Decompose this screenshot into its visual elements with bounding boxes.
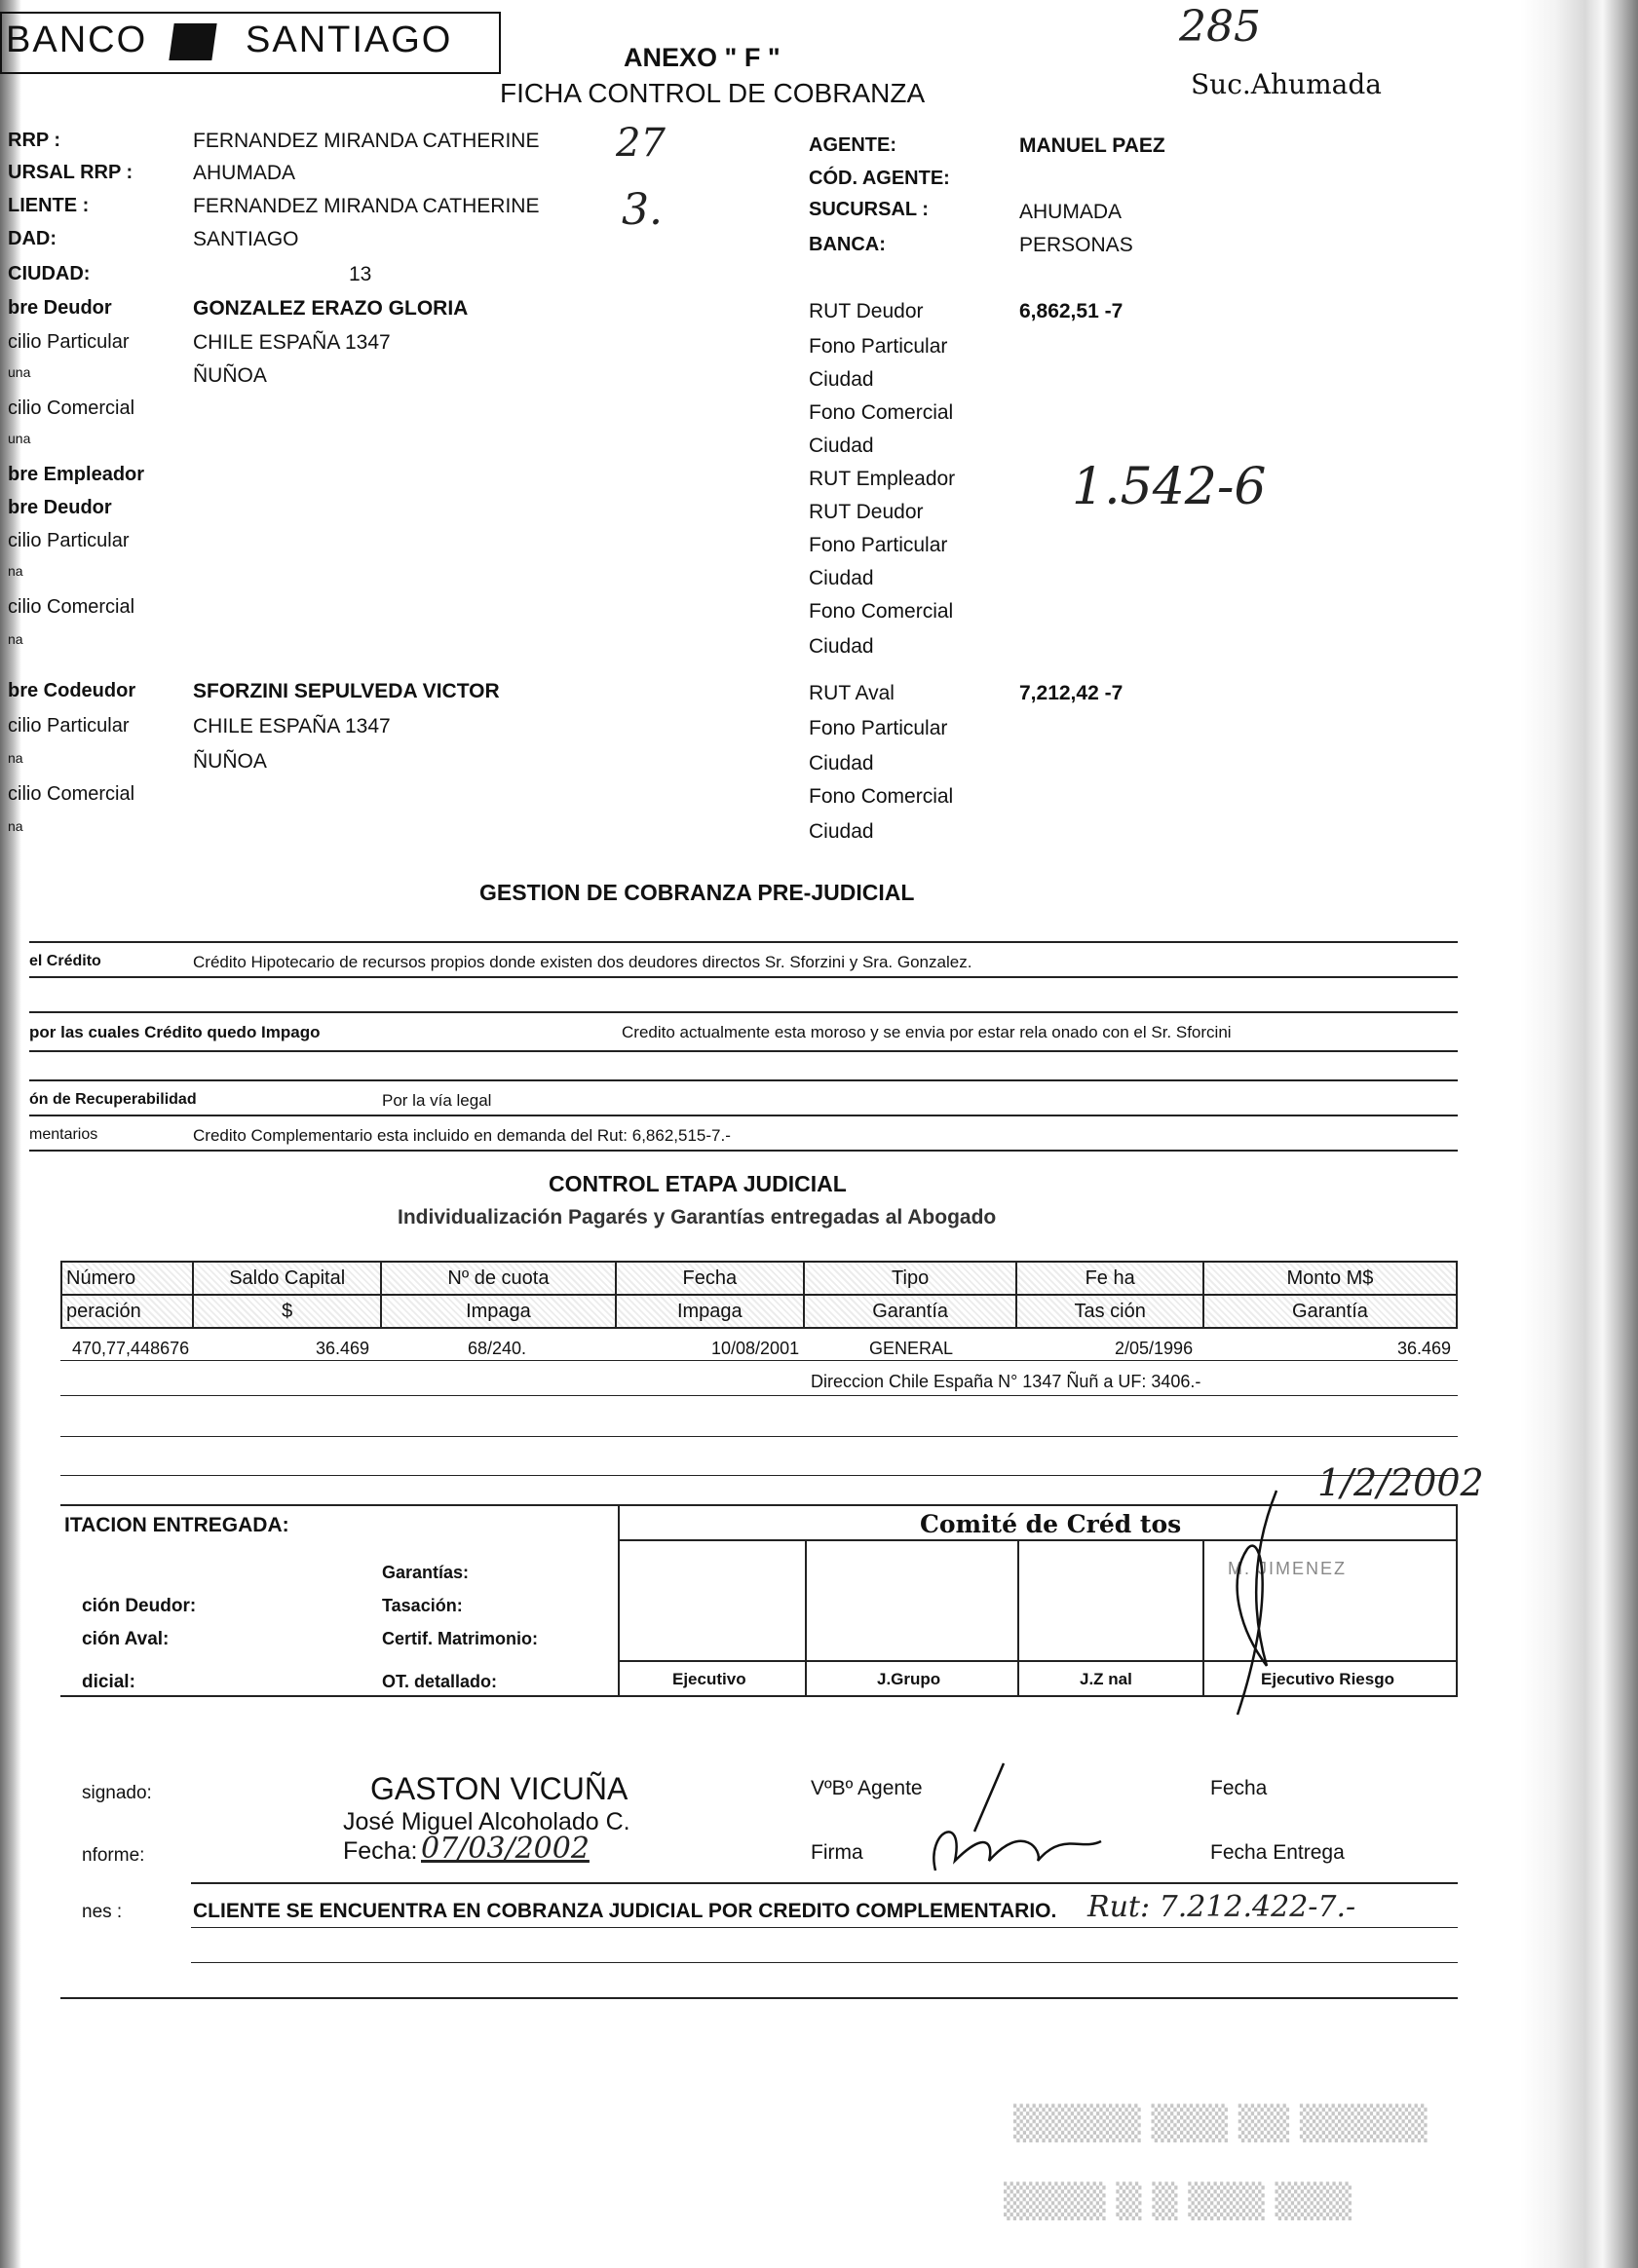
label-fecha: Fecha bbox=[1210, 1777, 1268, 1799]
rule bbox=[60, 1436, 1458, 1437]
label-conforme: nforme: bbox=[82, 1845, 145, 1866]
codebtor-commune: ÑUÑOA bbox=[193, 750, 267, 773]
label-recovery: ón de Recuperabilidad bbox=[29, 1091, 197, 1108]
rule bbox=[29, 1150, 1458, 1152]
value-agente: MANUEL PAEZ bbox=[1019, 134, 1165, 157]
logo-text-banco: BANCO bbox=[6, 19, 148, 60]
row-cuota: 68/240. bbox=[468, 1339, 527, 1358]
label-phone-commercial-1: Fono Comercial bbox=[809, 401, 954, 424]
value-cod-ciudad: 13 bbox=[349, 263, 372, 285]
value-sucursal: AHUMADA bbox=[1019, 201, 1123, 223]
label-city-2: Ciudad bbox=[809, 435, 874, 457]
value-sucursal-rrp: AHUMADA bbox=[193, 162, 296, 184]
col-saldo-unit: $ bbox=[193, 1295, 381, 1328]
label-sucursal-rrp: URSAL RRP : bbox=[8, 162, 133, 183]
col-number: Número bbox=[61, 1262, 193, 1295]
label-garantias: Garantías: bbox=[382, 1563, 470, 1582]
rule bbox=[60, 1360, 1458, 1361]
label-debtor-2: bre Deudor bbox=[8, 497, 112, 518]
label-codebtor-commercial: cilio Comercial bbox=[8, 783, 135, 805]
label-city-aval-2: Ciudad bbox=[809, 820, 874, 843]
label-rut-aval: RUT Aval bbox=[809, 682, 895, 704]
rule bbox=[29, 976, 1458, 978]
handwritten-27: 27 bbox=[616, 121, 666, 166]
label-credit: el Crédito bbox=[29, 953, 101, 969]
row-operation: 470,77,448676 bbox=[72, 1339, 190, 1358]
label-certif: Certif. Matrimonio: bbox=[382, 1629, 538, 1648]
branch-stamp: Suc.Ahumada bbox=[1191, 68, 1382, 100]
label-cliente: LIENTE : bbox=[8, 195, 90, 216]
committee-border-left bbox=[618, 1504, 620, 1697]
recovery-text: Por la vía legal bbox=[382, 1091, 492, 1110]
label-debtor-2-comuna: na bbox=[8, 563, 23, 579]
label-sucursal: SUCURSAL : bbox=[809, 199, 929, 220]
observations-handwritten: Rut: 7.212.422-7.- bbox=[1087, 1890, 1356, 1924]
committee-col-jgrupo: J.Grupo bbox=[877, 1670, 941, 1688]
table-header-row-2 bbox=[61, 1295, 1457, 1328]
rule bbox=[29, 1079, 1458, 1081]
label-codebtor-comuna: na bbox=[8, 750, 23, 766]
label-debtor-2-address: cilio Particular bbox=[8, 530, 130, 551]
col-tasacion: Tas ción bbox=[1016, 1295, 1203, 1328]
label-debtor-name: bre Deudor bbox=[8, 297, 112, 319]
label-rut-employer: RUT Empleador bbox=[809, 468, 956, 490]
handwritten-number: 285 bbox=[1179, 2, 1261, 52]
documentation-title: ITACION ENTREGADA: bbox=[64, 1514, 289, 1536]
label-phone-commercial-aval: Fono Comercial bbox=[809, 785, 954, 808]
committee-col-jzonal: J.Z nal bbox=[1080, 1670, 1132, 1688]
label-phone-1: Fono Particular bbox=[809, 335, 948, 358]
faded-stamp: ▒▒▒▒ ▒ ▒ ▒▒▒ ▒▒▒ bbox=[1004, 2182, 1352, 2221]
col-fecha: Fecha bbox=[616, 1262, 804, 1295]
col-tipo: Tipo bbox=[804, 1262, 1016, 1295]
credit-text: Crédito Hipotecario de recursos propios donde existen dos deudores directos Sr. Sforzini y Sra. Gonzalez. bbox=[193, 953, 972, 971]
label-fecha-entrega: Fecha Entrega bbox=[1210, 1841, 1345, 1864]
lawyer-date-value: 07/03/2002 bbox=[421, 1832, 590, 1866]
label-employer: bre Empleador bbox=[8, 464, 145, 485]
label-debtor-comuna-2: una bbox=[8, 431, 31, 446]
codebtor-rut: 7,212,42 -7 bbox=[1019, 682, 1124, 704]
committee-signature bbox=[1169, 1481, 1364, 1744]
label-observations: nes : bbox=[82, 1902, 123, 1922]
col-cuota: Nº de cuota bbox=[381, 1262, 616, 1295]
designated-lawyer: GASTON VICUÑA bbox=[370, 1771, 629, 1806]
label-rrp: RRP : bbox=[8, 130, 61, 151]
label-city-3: Ciudad bbox=[809, 567, 874, 589]
guarantee-table bbox=[60, 1261, 1458, 1329]
rule bbox=[29, 1011, 1458, 1013]
row-fecha-tasacion: 2/05/1996 bbox=[1115, 1339, 1194, 1358]
rule bbox=[191, 1927, 1458, 1928]
col-fecha-impaga: Impaga bbox=[616, 1295, 804, 1328]
label-debtor-comuna: una bbox=[8, 364, 31, 380]
debtor-rut: 6,862,51 -7 bbox=[1019, 300, 1124, 322]
rule bbox=[60, 1997, 1458, 1999]
label-codebtor-comuna-2: na bbox=[8, 818, 23, 834]
comments-text: Credito Complementario esta incluido en demanda del Rut: 6,862,515-7.- bbox=[193, 1126, 731, 1145]
committee-col-ejecutivo: Ejecutivo bbox=[672, 1670, 746, 1688]
rule bbox=[60, 1475, 1458, 1476]
label-vobo-agent: VºBº Agente bbox=[811, 1777, 923, 1799]
label-debtor-address: cilio Particular bbox=[8, 331, 130, 353]
label-codebtor-name: bre Codeudor bbox=[8, 680, 136, 701]
debtor-name: GONZALEZ ERAZO GLORIA bbox=[193, 297, 469, 320]
rule bbox=[191, 1882, 1458, 1884]
label-phone-aval: Fono Particular bbox=[809, 717, 948, 739]
reason-text: Credito actualmente esta moroso y se envia por estar rela onado con el Sr. Sforcini bbox=[622, 1023, 1232, 1041]
prejudicial-title: GESTION DE COBRANZA PRE-JUDICIAL bbox=[479, 880, 915, 905]
label-cod-agente: CÓD. AGENTE: bbox=[809, 168, 950, 189]
rule bbox=[60, 1395, 1458, 1396]
label-firma: Firma bbox=[811, 1841, 863, 1864]
logo-mark-icon bbox=[169, 23, 216, 60]
doc-title-annex: ANEXO " F " bbox=[624, 43, 781, 72]
label-phone-2: Fono Particular bbox=[809, 534, 948, 556]
label-city-4: Ciudad bbox=[809, 635, 874, 658]
label-city-1: Ciudad bbox=[809, 368, 874, 391]
label-agente: AGENTE: bbox=[809, 134, 896, 156]
logo-text-santiago: SANTIAGO bbox=[246, 19, 453, 60]
handwritten-3: 3. bbox=[622, 185, 663, 235]
debtor-commune: ÑUÑOA bbox=[193, 364, 267, 387]
label-codebtor-address: cilio Particular bbox=[8, 715, 130, 737]
label-rut-debtor: RUT Deudor bbox=[809, 300, 924, 322]
codebtor-address: CHILE ESPAÑA 1347 bbox=[193, 715, 391, 737]
value-rrp: FERNANDEZ MIRANDA CATHERINE bbox=[193, 130, 540, 152]
committee-divider bbox=[1017, 1539, 1019, 1697]
col-monto: Monto M$ bbox=[1203, 1262, 1457, 1295]
col-cuota-impaga: Impaga bbox=[381, 1295, 616, 1328]
label-debtor-2-commercial: cilio Comercial bbox=[8, 596, 135, 618]
label-rut-debtor-2: RUT Deudor bbox=[809, 501, 924, 523]
value-cliente: FERNANDEZ MIRANDA CATHERINE bbox=[193, 195, 540, 217]
label-cod-ciudad: CIUDAD: bbox=[8, 263, 91, 284]
col-saldo: Saldo Capital bbox=[193, 1262, 381, 1295]
doc-title: FICHA CONTROL DE COBRANZA bbox=[500, 78, 926, 108]
rule bbox=[29, 1115, 1458, 1116]
judicial-subtitle: Individualización Pagarés y Garantías entregadas al Abogado bbox=[398, 1206, 997, 1228]
agent-signature bbox=[896, 1754, 1130, 1890]
label-debtor-2-comuna-2: na bbox=[8, 631, 23, 647]
label-doc-aval: ción Aval: bbox=[82, 1629, 170, 1649]
label-phone-commercial-2: Fono Comercial bbox=[809, 600, 954, 623]
handwritten-1542: 1.542-6 bbox=[1072, 458, 1267, 516]
col-tipo-garantia: Garantía bbox=[804, 1295, 1016, 1328]
scan-shadow-right bbox=[1520, 0, 1638, 2268]
row-monto: 36.469 bbox=[1397, 1339, 1452, 1358]
faded-stamp: ▒▒▒▒▒ ▒▒▒ ▒▒ ▒▒▒▒▒ bbox=[1013, 2104, 1428, 2143]
label-debtor-commercial: cilio Comercial bbox=[8, 397, 135, 419]
observations-text: CLIENTE SE ENCUENTRA EN COBRANZA JUDICIAL POR CREDITO COMPLEMENTARIO. bbox=[193, 1900, 1057, 1922]
label-ciudad: DAD: bbox=[8, 228, 57, 249]
row-fecha: 10/08/2001 bbox=[711, 1339, 800, 1358]
value-ciudad: SANTIAGO bbox=[193, 228, 299, 250]
label-doc-deudor: ción Deudor: bbox=[82, 1596, 197, 1616]
rule bbox=[191, 1962, 1458, 1963]
rule bbox=[29, 941, 1458, 943]
lawyer-date-label: Fecha: bbox=[343, 1837, 418, 1865]
committee-col-riesgo: Ejecutivo Riesgo bbox=[1261, 1670, 1394, 1688]
label-tasacion: Tasación: bbox=[382, 1596, 463, 1615]
bank-logo bbox=[0, 12, 501, 74]
judicial-title: CONTROL ETAPA JUDICIAL bbox=[549, 1171, 847, 1196]
rule bbox=[29, 1050, 1458, 1052]
committee-divider bbox=[805, 1539, 807, 1697]
address-note: Direccion Chile España N° 1347 Ñuñ a UF: 3406.- bbox=[811, 1372, 1201, 1391]
debtor-address: CHILE ESPAÑA 1347 bbox=[193, 331, 391, 354]
label-banca: BANCA: bbox=[809, 234, 886, 255]
row-saldo: 36.469 bbox=[316, 1339, 370, 1358]
label-doc-judicial: dicial: bbox=[82, 1672, 135, 1692]
table-header-row bbox=[61, 1262, 1457, 1295]
handwritten-date: 1/2/2002 bbox=[1317, 1461, 1484, 1504]
label-ot: OT. detallado: bbox=[382, 1672, 498, 1691]
committee-title: Comité de Créd tos bbox=[920, 1510, 1182, 1538]
value-banca: PERSONAS bbox=[1019, 234, 1133, 256]
label-designated: signado: bbox=[82, 1783, 152, 1803]
col-monto-garantia: Garantía bbox=[1203, 1295, 1457, 1328]
col-operacion: peración bbox=[61, 1295, 193, 1328]
col-fecha-tasacion: Fe ha bbox=[1016, 1262, 1203, 1295]
lawyer-name-stamp: José Miguel Alcoholado C. bbox=[343, 1808, 630, 1835]
label-comments: mentarios bbox=[29, 1126, 98, 1143]
committee-stamp: M. JIMENEZ bbox=[1228, 1559, 1347, 1578]
label-reason: por las cuales Crédito quedo Impago bbox=[29, 1023, 321, 1041]
label-city-aval: Ciudad bbox=[809, 752, 874, 775]
codebtor-name: SFORZINI SEPULVEDA VICTOR bbox=[193, 680, 500, 702]
row-tipo: GENERAL bbox=[869, 1339, 954, 1358]
committee-border-right bbox=[1456, 1504, 1458, 1697]
